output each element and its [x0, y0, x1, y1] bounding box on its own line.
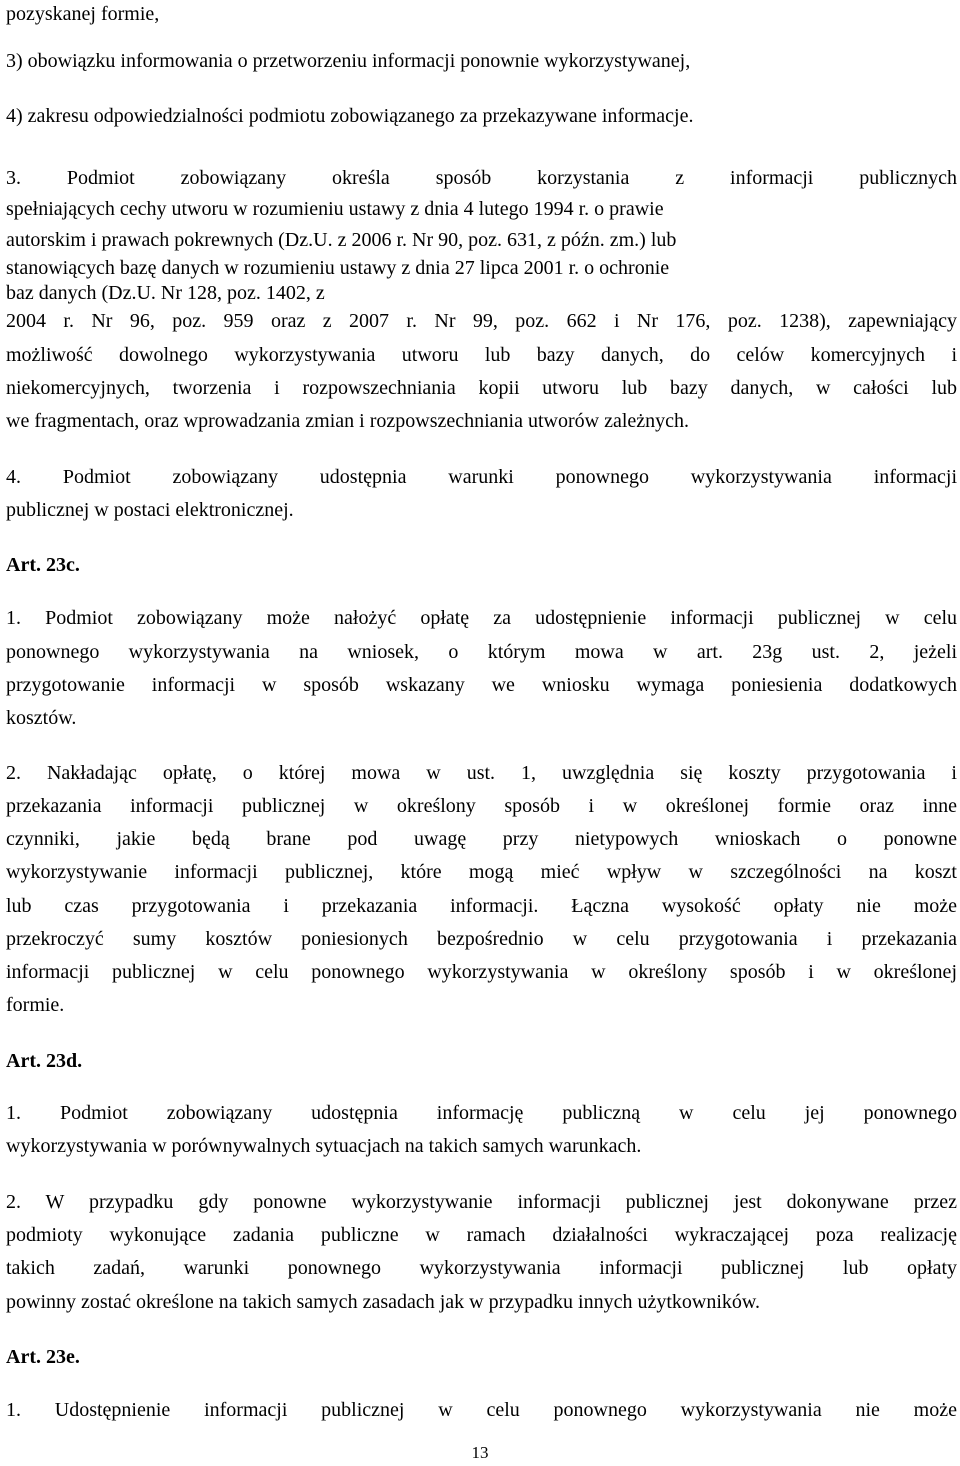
text-line: baz danych (Dz.U. Nr 128, poz. 1402, z [6, 282, 325, 304]
text-line: stanowiących bazę danych w rozumieniu ustawy z dnia 27 lipca 2001 r. o ochronie [6, 257, 670, 279]
text-line: 1. Udostępnienie informacji publicznej w celu ponownego wykorzystywania nie może [6, 1399, 957, 1421]
text-line: przekroczyć sumy kosztów poniesionych bezpośrednio w celu przygotowania i przekazania [6, 928, 957, 950]
page-number: 13 [471, 1443, 489, 1462]
text-line: formie. [6, 994, 65, 1016]
text-line: pozyskanej formie, [6, 3, 160, 25]
article-heading: Art. 23e. [6, 1346, 80, 1368]
text-line: 4) zakresu odpowiedzialności podmiotu zobowiązanego za przekazywane informacje. [6, 105, 694, 127]
text-line: spełniających cechy utworu w rozumieniu ustawy z dnia 4 lutego 1994 r. o prawie [6, 198, 664, 220]
text-line: 1. Podmiot zobowiązany udostępnia informację publiczną w celu jej ponownego [6, 1102, 957, 1124]
text-line: podmioty wykonujące zadania publiczne w ramach działalności wykraczającej poza realizację [6, 1224, 957, 1246]
text-line: przekazania informacji publicznej w określony sposób i w określonej formie oraz inne [6, 795, 957, 817]
text-line: 2. W przypadku gdy ponowne wykorzystywanie informacji publicznej jest dokonywane przez [6, 1191, 957, 1213]
text-line: 4. Podmiot zobowiązany udostępnia warunki ponownego wykorzystywania informacji [6, 466, 957, 488]
text-line: powinny zostać określone na takich samych zasadach jak w przypadku innych użytkowników. [6, 1291, 761, 1313]
text-line: wykorzystywania w porównywalnych sytuacjach na takich samych warunkach. [6, 1135, 642, 1157]
text-line: przygotowanie informacji w sposób wskazany we wniosku wymaga poniesienia dodatkowych [6, 674, 957, 696]
text-line: 1. Podmiot zobowiązany może nałożyć opłatę za udostępnienie informacji publicznej w celu [6, 607, 957, 629]
text-line: możliwość dowolnego wykorzystywania utworu lub bazy danych, do celów komercyjnych i [6, 344, 957, 366]
article-heading: Art. 23d. [6, 1050, 83, 1072]
text-line: takich zadań, warunki ponownego wykorzystywania informacji publicznej lub opłaty [6, 1257, 957, 1279]
text-line: niekomercyjnych, tworzenia i rozpowszechniania kopii utworu lub bazy danych, w całości lub [6, 377, 957, 399]
text-line: autorskim i prawach pokrewnych (Dz.U. z 2006 r. Nr 90, poz. 631, z późn. zm.) lub [6, 229, 677, 251]
text-line: informacji publicznej w celu ponownego wykorzystywania w określony sposób i w określonej [6, 961, 957, 983]
text-line: 2. Nakładając opłatę, o której mowa w ust. 1, uwzględnia się koszty przygotowania i [6, 762, 957, 784]
text-line: kosztów. [6, 707, 77, 729]
text-line: 2004 r. Nr 96, poz. 959 oraz z 2007 r. Nr 99, poz. 662 i Nr 176, poz. 1238), zapewniający [6, 310, 957, 332]
article-heading: Art. 23c. [6, 554, 80, 576]
text-line: lub czas przygotowania i przekazania informacji. Łączna wysokość opłaty nie może [6, 895, 957, 917]
text-line: ponownego wykorzystywania na wniosek, o którym mowa w art. 23g ust. 2, jeżeli [6, 641, 957, 663]
text-line: we fragmentach, oraz wprowadzania zmian i rozpowszechniania utworów zależnych. [6, 410, 690, 432]
text-line: wykorzystywanie informacji publicznej, które mogą mieć wpływ w szczególności na koszt [6, 861, 957, 883]
text-line: czynniki, jakie będą brane pod uwagę przy nietypowych wnioskach o ponowne [6, 828, 957, 850]
text-line: 3) obowiązku informowania o przetworzeniu informacji ponownie wykorzystywanej, [6, 50, 691, 72]
text-line: publicznej w postaci elektronicznej. [6, 499, 294, 521]
text-line: 3. Podmiot zobowiązany określa sposób korzystania z informacji publicznych [6, 167, 957, 189]
